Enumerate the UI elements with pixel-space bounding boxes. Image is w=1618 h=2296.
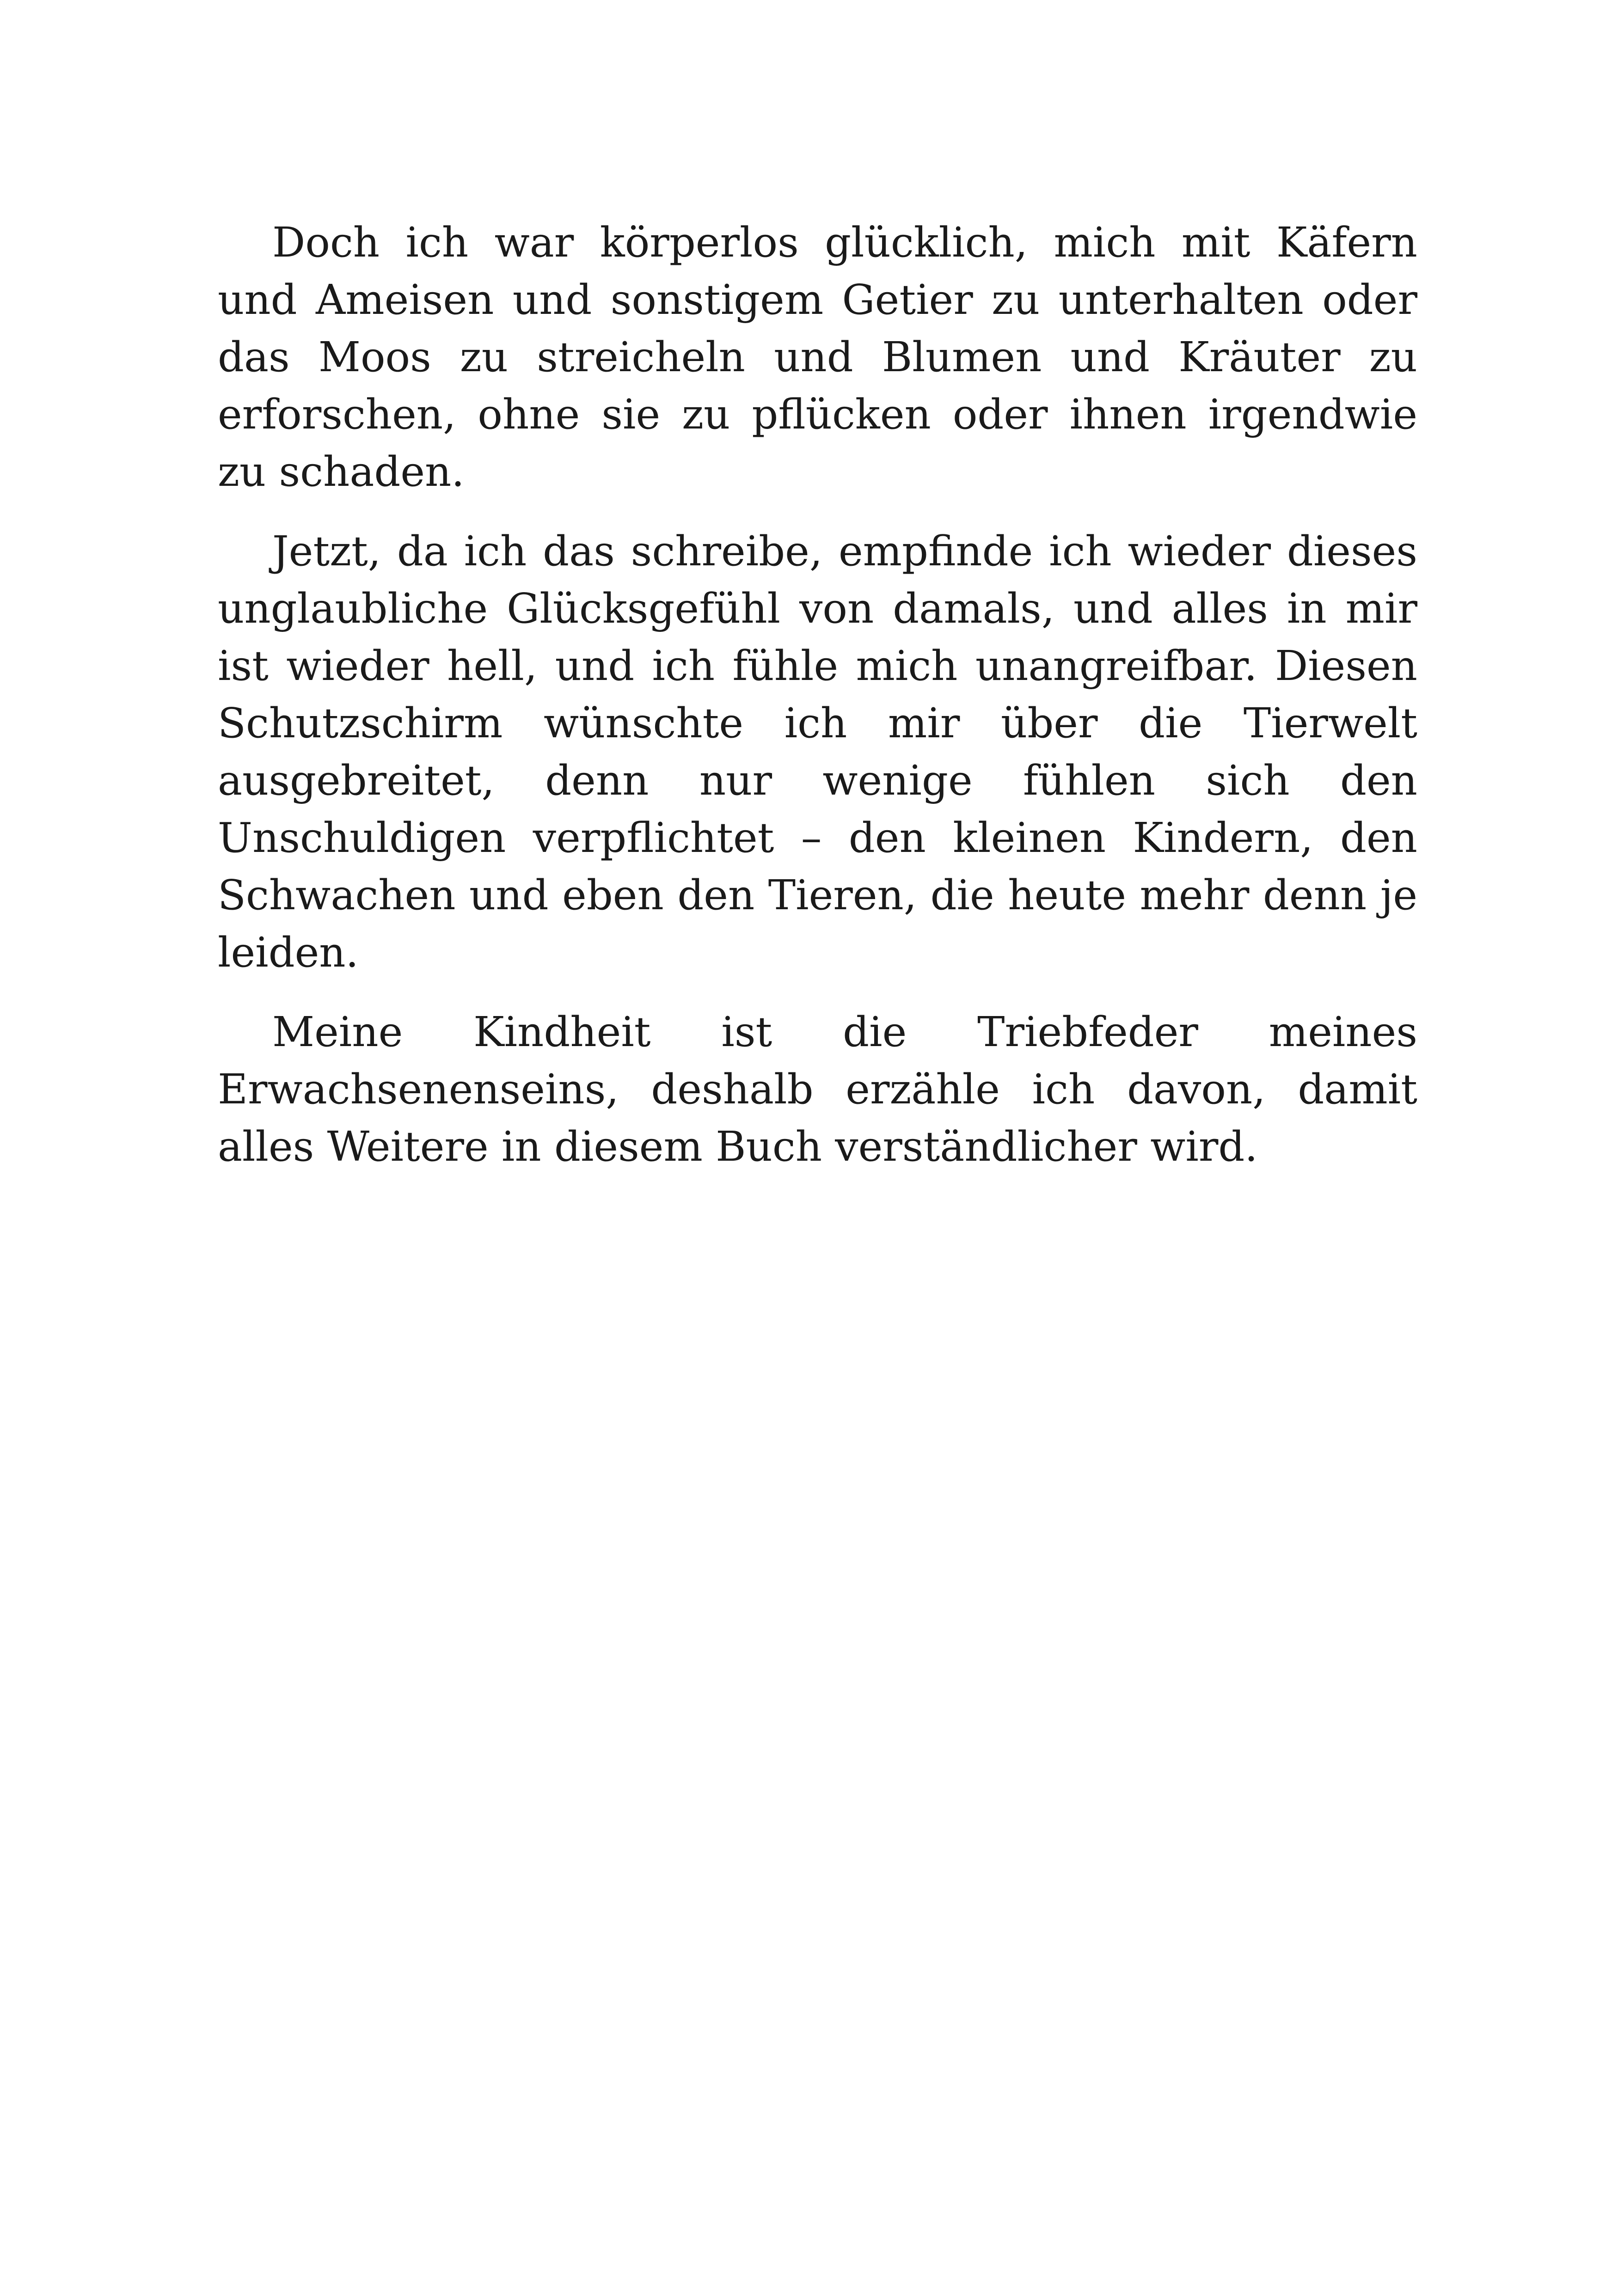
body-text — [218, 214, 1417, 1197]
paragraph-1: Doch ich war körperlos glücklich, mich mit Käfern und Ameisen und sonstigem Getier zu unterhalten oder das Moos zu streicheln und Blumen und Kräuter zu erforschen, ohne sie zu pflücken oder ihnen irgendwie zu schaden. — [218, 218, 1417, 496]
paragraph-2: Jetzt, da ich das schreibe, empfinde ich wieder dieses unglaubliche Glücksgefühl von damals, und alles in mir ist wieder hell, und ich fühle mich unangreifbar. Diesen Schutzschirm wünschte ich mir über die Tierwelt ausgebreitet, denn nur wenige fühlen sich den Unschuldigen verpflichtet – den kleinen Kindern, den Schwachen und eben den Tieren, die heute mehr denn je leiden. — [218, 527, 1417, 976]
paragraph-3: Meine Kindheit ist die Triebfeder meines Erwachsenenseins, deshalb erzähle ich davon, damit alles Weitere in diesem Buch verständlicher wird. — [218, 1008, 1417, 1170]
